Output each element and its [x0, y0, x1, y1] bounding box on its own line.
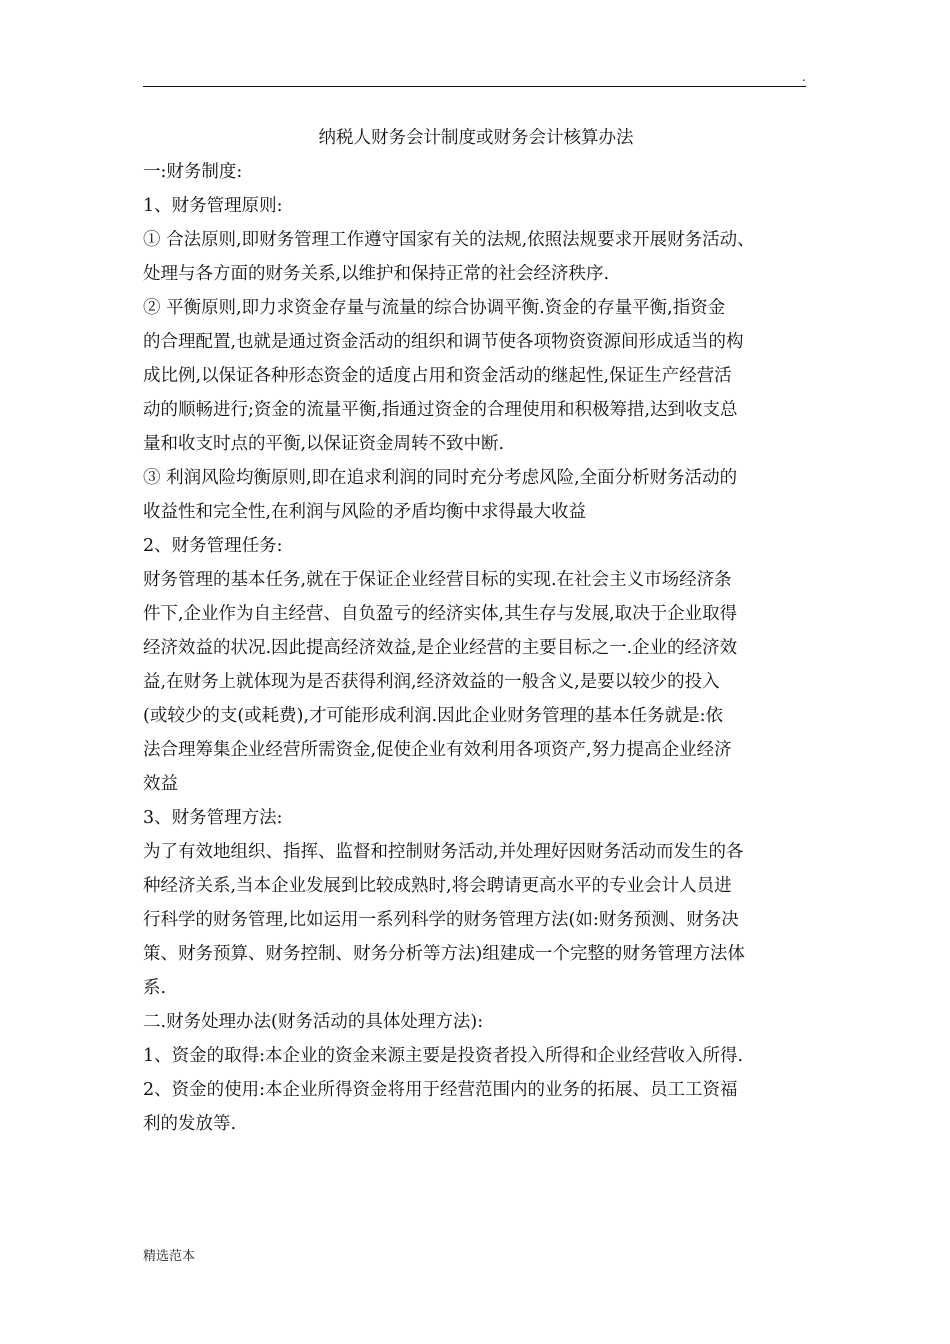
text-line: 1、财务管理原则:	[143, 196, 283, 216]
text-line: 2、资金的使用:本企业所得资金将用于经营范围内的业务的拓展、员工工资福	[143, 1080, 738, 1100]
text-line: 效益	[143, 774, 178, 794]
text-line: 2、财务管理任务:	[143, 536, 283, 556]
text-line: 利的发放等.	[143, 1114, 237, 1134]
text-line: 财务管理的基本任务,就在于保证企业经营目标的实现.在社会主义市场经济条	[143, 570, 732, 590]
text-line: 为了有效地组织、指挥、监督和控制财务活动,并处理好因财务活动而发生的各	[143, 842, 744, 862]
text-line: 成比例,以保证各种形态资金的适度占用和资金活动的继起性,保证生产经营活	[143, 366, 732, 386]
text-line: (或较少的支(或耗费),才可能形成利润.因此企业财务管理的基本任务就是:依	[143, 706, 724, 726]
text-line: 系.	[143, 978, 167, 998]
text-line: 种经济关系,当本企业发展到比较成熟时,将会聘请更高水平的专业会计人员进	[143, 876, 732, 896]
text-line: 经济效益的状况.因此提高经济效益,是企业经营的主要目标之一.企业的经济效	[143, 638, 738, 658]
text-line: 处理与各方面的财务关系,以维护和保持正常的社会经济秩序.	[143, 264, 610, 284]
text-line: 1、资金的取得:本企业的资金来源主要是投资者投入所得和企业经营收入所得.	[143, 1046, 744, 1066]
text-line: 量和收支时点的平衡,以保证资金周转不致中断.	[143, 434, 505, 454]
text-line: ① 合法原则,即财务管理工作遵守国家有关的法规,依照法规要求开展财务活动、	[143, 230, 755, 250]
text-line: 的合理配置,也就是通过资金活动的组织和调节使各项物资资源间形成适当的构	[143, 332, 744, 352]
text-line: 益,在财务上就体现为是否获得利润,经济效益的一般含义,是要以较少的投入	[143, 672, 720, 692]
text-line: ③ 利润风险均衡原则,即在追求利润的同时充分考虑风险,全面分析财务活动的	[143, 468, 738, 488]
text-line: 策、财务预算、财务控制、财务分析等方法)组建成一个完整的财务管理方法体	[143, 944, 745, 964]
header-mark: .	[802, 70, 806, 84]
text-line: 二.财务处理办法(财务活动的具体处理方法):	[143, 1012, 484, 1032]
text-line: 法合理筹集企业经营所需资金,促使企业有效利用各项资产,努力提高企业经济	[143, 740, 732, 760]
document-body	[143, 121, 809, 1141]
document-title: 纳税人财务会计制度或财务会计核算办法	[318, 128, 634, 148]
header-rule	[143, 86, 806, 87]
footer-text: 精选范本	[143, 1249, 196, 1264]
text-line: 3、财务管理方法:	[143, 808, 283, 828]
text-line: 行科学的财务管理,比如运用一系列科学的财务管理方法(如:财务预测、财务决	[143, 910, 739, 930]
text-line: 件下,企业作为自主经营、自负盈亏的经济实体,其生存与发展,取决于企业取得	[143, 604, 738, 624]
text-line: 动的顺畅进行;资金的流量平衡,指通过资金的合理使用和积极筹措,达到收支总	[143, 400, 738, 420]
text-line: 一:财务制度:	[143, 162, 243, 182]
text-line: 收益性和完全性,在利润与风险的矛盾均衡中求得最大收益	[143, 502, 587, 522]
text-line: ② 平衡原则,即力求资金存量与流量的综合协调平衡.资金的存量平衡,指资金	[143, 298, 726, 318]
